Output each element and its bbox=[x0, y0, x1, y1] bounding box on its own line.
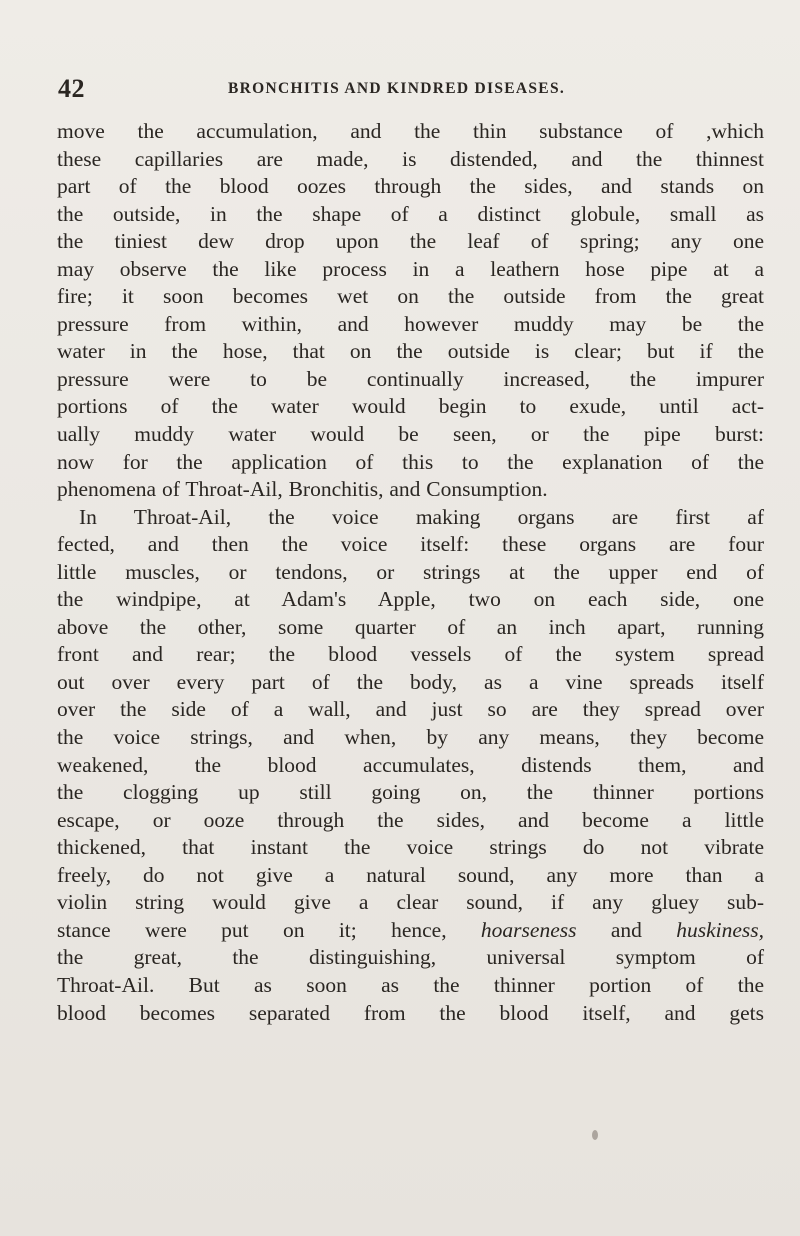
text-line: portions of the water would begin to exude, until act- bbox=[57, 394, 764, 419]
text-line: move the accumulation, and the thin substance of ,which bbox=[57, 119, 764, 143]
text-line: may observe the like process in a leathern hose pipe at a bbox=[57, 256, 764, 281]
text-line: part of the blood oozes through the sides, and stands on bbox=[57, 174, 764, 199]
ink-speck bbox=[592, 1130, 598, 1140]
text-line: Throat-Ail. But as soon as the thinner portion of the bbox=[57, 972, 764, 997]
text-line: pressure from within, and however muddy may be the bbox=[57, 311, 764, 336]
text-line: little muscles, or tendons, or strings at the upper end of bbox=[57, 559, 764, 584]
text-line: blood becomes separated from the blood itself, and gets bbox=[57, 1000, 764, 1025]
text-fragment: and bbox=[610, 917, 642, 942]
text-line: the windpipe, at Adam's Apple, two on each side, one bbox=[57, 587, 764, 612]
text-line: freely, do not give a natural sound, any more than a bbox=[57, 862, 764, 887]
text-line: the clogging up still going on, the thinner portions bbox=[57, 780, 764, 805]
text-line: the tiniest dew drop upon the leaf of spring; any one bbox=[57, 229, 764, 254]
text-line: the outside, in the shape of a distinct globule, small as bbox=[57, 201, 764, 226]
text-line: now for the application of this to the explanation of the bbox=[57, 449, 764, 474]
text-line: ually muddy water would be seen, or the pipe burst: bbox=[57, 422, 764, 447]
text-line: violin string would give a clear sound, if any gluey sub- bbox=[57, 890, 764, 915]
body-text bbox=[57, 118, 764, 1027]
emphasis-hoarseness: hoarseness bbox=[480, 917, 577, 942]
text-line: the great, the distinguishing, universal symptom of bbox=[57, 945, 764, 970]
text-line: front and rear; the blood vessels of the system spread bbox=[57, 642, 764, 667]
text-fragment: stance were put on it; hence, bbox=[57, 917, 447, 942]
text-line: these capillaries are made, is distended, and the thinnest bbox=[57, 146, 764, 171]
text-line: escape, or ooze through the sides, and become a little bbox=[57, 807, 764, 832]
emphasis-huskiness: huskiness, bbox=[676, 917, 765, 942]
text-line: fected, and then the voice itself: these organs are four bbox=[57, 532, 764, 557]
text-line: water in the hose, that on the outside is clear; but if the bbox=[57, 339, 764, 364]
text-line: fire; it soon becomes wet on the outside from the great bbox=[57, 284, 764, 309]
text-line: above the other, some quarter of an inch apart, running bbox=[57, 614, 764, 639]
text-line: phenomena of Throat-Ail, Bronchitis, and Consumption. bbox=[57, 477, 548, 502]
page-number: 42 bbox=[58, 74, 85, 103]
text-line: pressure were to be continually increased, the impurer bbox=[57, 366, 764, 391]
text-line: thickened, that instant the voice strings do not vibrate bbox=[57, 835, 764, 860]
text-line-with-emphasis bbox=[57, 917, 764, 945]
paragraph-start-line: In Throat-Ail, the voice making organs are first af bbox=[79, 504, 764, 529]
text-line: the voice strings, and when, by any means, they become bbox=[57, 725, 764, 750]
page-header bbox=[58, 74, 658, 103]
text-line: over the side of a wall, and just so are they spread over bbox=[57, 697, 764, 722]
running-head: BRONCHITIS AND KINDRED DISEASES. bbox=[228, 80, 566, 97]
text-line: out over every part of the body, as a vine spreads itself bbox=[57, 669, 764, 694]
text-line: weakened, the blood accumulates, distends them, and bbox=[57, 752, 764, 777]
